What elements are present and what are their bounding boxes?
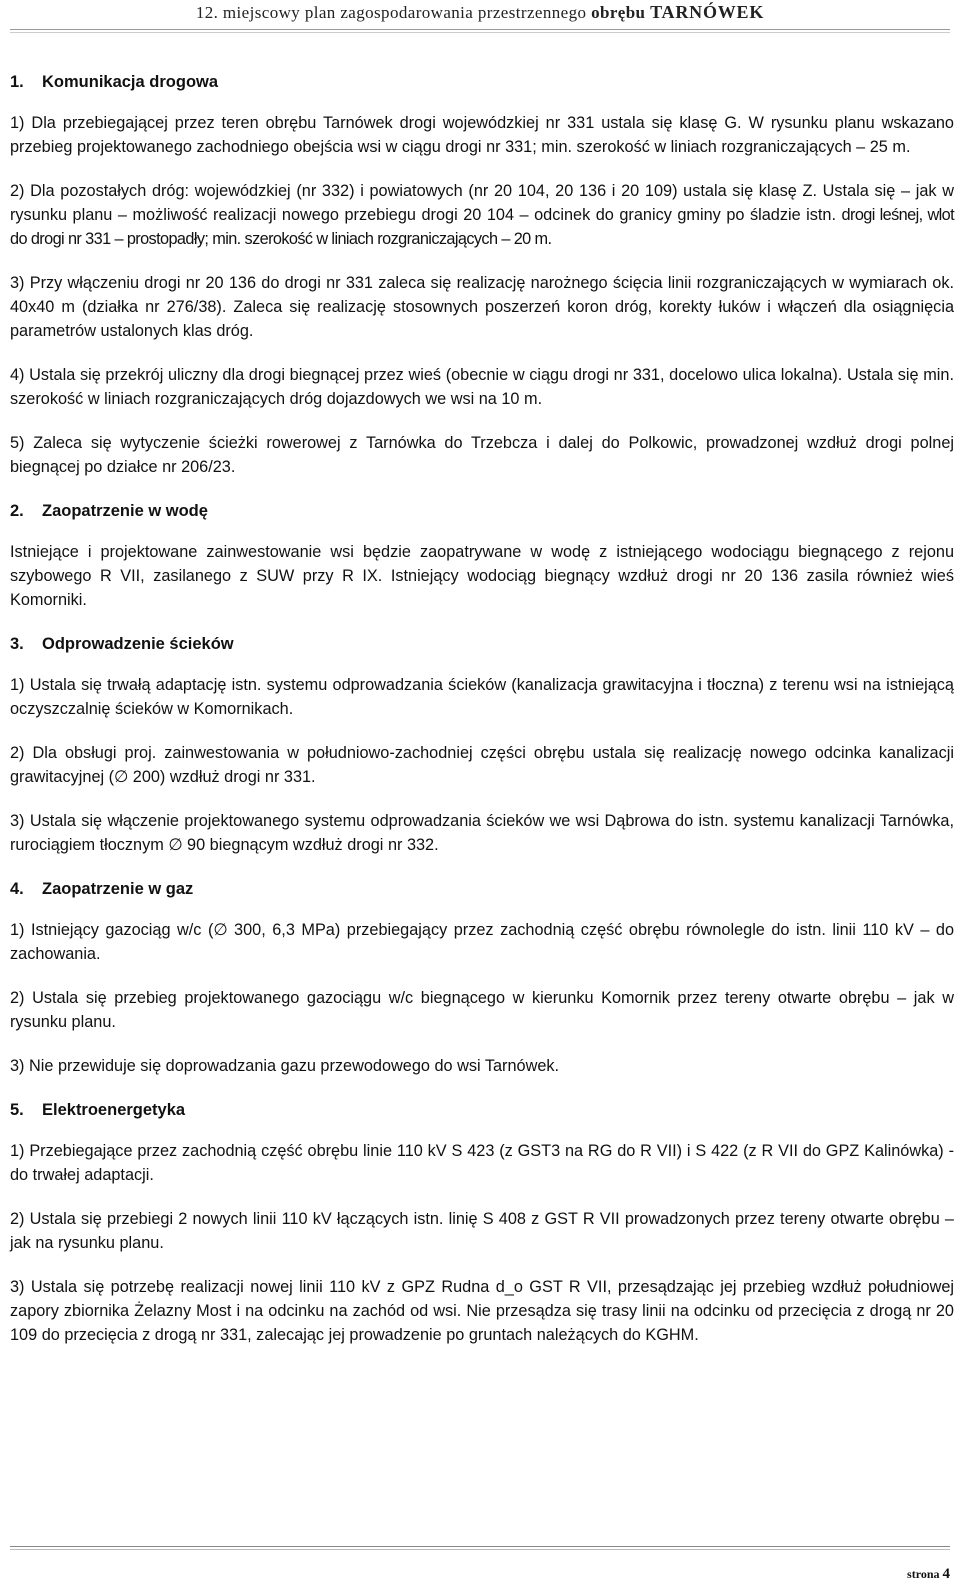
paragraph-text-condensed: drogi leśnej, wlot do drogi nr 331 – prostopadły; min. szerokość w liniach rozgraniczających – 20 m. — [10, 206, 955, 248]
paragraph: 3) Przy włączeniu drogi nr 20 136 do drogi nr 331 zaleca się realizację narożnego ścięcia linii rozgraniczających w wymiarach ok. 40x40 m (działka nr 276/38). Zaleca się realizację stosownych poszerzeń koron dróg, korekty łuków i włączeń dla osiągnięcia parametrów ustalonych klas dróg. — [10, 274, 954, 340]
paragraph — [10, 179, 954, 251]
footer-divider — [10, 1546, 950, 1547]
paragraph: 3) Ustala się włączenie projektowanego systemu odprowadzania ścieków we wsi Dąbrowa do istn. systemu kanalizacji Tarnówka, rurociągiem tłocznym ∅ 90 biegnącym wzdłuż drogi nr 332. — [10, 812, 954, 854]
section-number: 4. — [10, 880, 24, 898]
paragraph: 1) Dla przebiegającej przez teren obrębu Tarnówek drogi wojewódzkiej nr 331 ustala się klasę G. W rysunku planu wskazano przebieg projektowanego zachodniego obejścia wsi w ciągu drogi nr 331; min. szerokość w liniach rozgraniczających – 25 m. — [10, 114, 954, 156]
paragraph: 4) Ustala się przekrój uliczny dla drogi biegnącej przez wieś (obecnie w ciągu drogi nr 331, docelowo ulica lokalna). Ustala się min. szerokość w liniach rozgraniczających dróg dojazdowych we wsi na 10 m. — [10, 366, 954, 408]
section-number: 5. — [10, 1101, 24, 1119]
paragraph: 1) Przebiegające przez zachodnią część obrębu linie 110 kV S 423 (z GST3 na RG do R VII) i S 422 (z R VII do GPZ Kalinówka) - do trwałej adaptacji. — [10, 1142, 954, 1184]
section-number: 1. — [10, 73, 24, 91]
paragraph: 2) Ustala się przebieg projektowanego gazociągu w/c biegnącego w kierunku Komornik przez tereny otwarte obrębu – jak w rysunku planu. — [10, 989, 954, 1031]
section-heading — [10, 877, 954, 901]
section-komunikacja — [10, 70, 954, 479]
paragraph: 1) Ustala się trwałą adaptację istn. systemu odprowadzania ścieków (kanalizacja grawitacyjna i tłoczna) z terenu wsi na istniejącą oczyszczalnię ścieków w Komornikach. — [10, 676, 954, 718]
paragraph-text: 2) Dla pozostałych dróg: wojewódzkiej (nr 332) i powiatowych (nr 20 104, 20 136 i 20 109) ustala się klasę Z. Ustala się – jak w rysunku planu – możliwość realizacji nowego przebiegu drogi 20 104 – odcinek do granicy gminy po śladzie istn. — [10, 182, 954, 224]
section-title: Odprowadzenie ścieków — [42, 635, 234, 653]
document-body — [10, 70, 954, 1367]
paragraph: 1) Istniejący gazociąg w/c (∅ 300, 6,3 MPa) przebiegający przez zachodnią część obrębu równolegle do istn. linii 110 kV – do zachowania. — [10, 921, 954, 963]
header-prefix: 12. miejscowy plan zagospodarowania przestrzennego — [195, 3, 587, 22]
page-number — [907, 1566, 950, 1583]
section-title: Elektroenergetyka — [42, 1101, 186, 1119]
paragraph: 3) Ustala się potrzebę realizacji nowej linii 110 kV z GPZ Rudna d_o GST R VII, przesądzając jej przebieg wzdłuż południowej zapory zbiornika Żelazny Most i na odcinku na zachód od wsi. Nie przesądza się trasy linii na odcinku od przecięcia z drogą nr 20 109 do przecięcia z drogą nr 331, zalecając jej prowadzenie po gruntach należących do KGHM. — [10, 1278, 954, 1344]
section-heading — [10, 632, 954, 656]
paragraph: 2) Dla obsługi proj. zainwestowania w południowo-zachodniej części obrębu ustala się realizację nowego odcinka kanalizacji grawitacyjnej (∅ 200) wzdłuż drogi nr 331. — [10, 744, 954, 786]
header-strong: obrębu — [591, 3, 646, 22]
page-number-value: 4 — [942, 1566, 950, 1582]
footer-divider-thin — [10, 1549, 950, 1550]
section-heading — [10, 1098, 954, 1122]
section-elektroenergetyka — [10, 1098, 954, 1347]
section-title: Zaopatrzenie w wodę — [42, 502, 208, 520]
page-number-label: strona — [907, 1567, 940, 1581]
header-place: TARNÓWEK — [650, 2, 765, 22]
section-heading — [10, 499, 954, 523]
header-divider — [10, 29, 950, 30]
running-header — [0, 2, 960, 23]
header-divider-thin — [10, 32, 950, 33]
section-number: 2. — [10, 502, 24, 520]
section-woda — [10, 499, 954, 612]
section-heading — [10, 70, 954, 94]
section-number: 3. — [10, 635, 24, 653]
paragraph: 2) Ustala się przebiegi 2 nowych linii 110 kV łączących istn. linię S 408 z GST R VII prowadzonych przez tereny otwarte obrębu – jak na rysunku planu. — [10, 1210, 954, 1252]
paragraph: Istniejące i projektowane zainwestowanie wsi będzie zaopatrywane w wodę z istniejącego wodociągu biegnącego z rejonu szybowego R VII, zasilanego z SUW przy R IX. Istniejący wodociąg biegnący wzdłuż drogi nr 20 136 zasila również wieś Komorniki. — [10, 543, 954, 609]
section-title: Zaopatrzenie w gaz — [42, 880, 194, 898]
paragraph: 5) Zaleca się wytyczenie ścieżki rowerowej z Tarnówka do Trzebcza i dalej do Polkowic, prowadzonej wzdłuż drogi polnej biegnącej po działce nr 206/23. — [10, 434, 954, 476]
section-title: Komunikacja drogowa — [42, 73, 219, 91]
section-scieki — [10, 632, 954, 857]
paragraph: 3) Nie przewiduje się doprowadzania gazu przewodowego do wsi Tarnówek. — [10, 1057, 560, 1075]
section-gaz — [10, 877, 954, 1078]
